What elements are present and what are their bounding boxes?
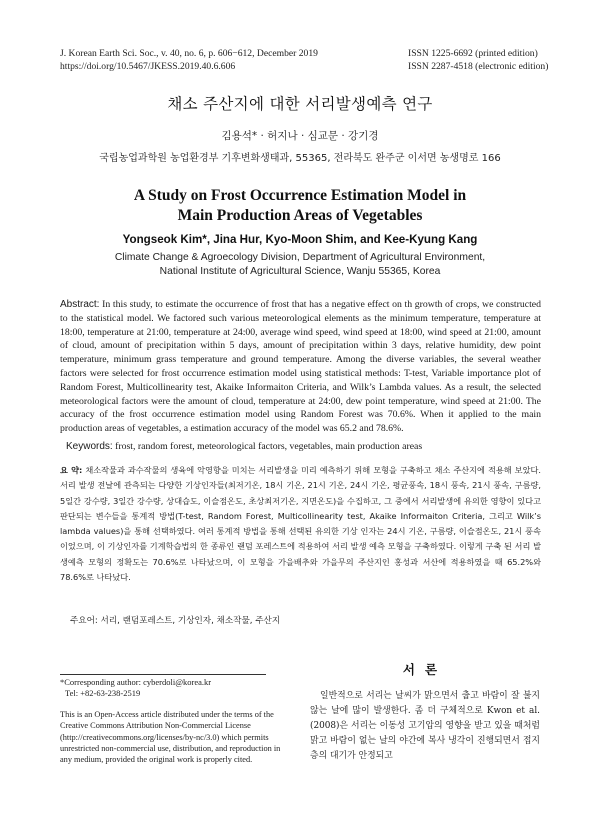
english-affiliation — [0, 251, 600, 278]
keywords-label: Keywords: — [66, 441, 113, 452]
journal-citation — [60, 48, 318, 73]
korean-title: 채소 주산지에 대한 서리발생예측 연구 — [167, 95, 433, 113]
introduction-heading: 서론 — [402, 662, 448, 677]
issn-electronic: ISSN 2287-4518 (electronic edition) — [408, 60, 549, 72]
journal-line: J. Korean Earth Sci. Soc., v. 40, no. 6, p. 606−612, December 2019 — [60, 48, 318, 59]
english-title-line2: Main Production Areas of Vegetables — [177, 206, 423, 224]
corresponding-author: *Corresponding author: cyberdoli@korea.kr — [60, 677, 212, 687]
issn-print: ISSN 1225-6692 (printed edition) — [408, 48, 538, 59]
korean-affiliation: 국립농업과학원 농업환경부 기후변화생태과, 55365, 전라북도 완주군 이서면 농생명로 166 — [99, 153, 501, 164]
korean-abstract — [60, 463, 541, 585]
keywords-text: frost, random forest, meteorological factors, vegetables, main production areas — [115, 441, 423, 452]
english-authors: Yongseok Kim*, Jina Hur, Kyo-Moon Shim, and Kee-Kyung Kang — [122, 233, 478, 246]
abstract — [60, 298, 541, 436]
english-affiliation-line1: Climate Change & Agroecology Division, Department of Agricultural Environment, — [114, 252, 486, 263]
footnote-divider — [60, 674, 266, 675]
english-title — [0, 186, 600, 225]
korean-keywords-text: 서리, 랜덤포레스트, 기상인자, 채소작물, 주산지 — [100, 616, 281, 626]
abstract-label: Abstract: — [60, 299, 100, 310]
keywords — [66, 441, 541, 452]
open-access-notice: This is an Open-Access article distributed under the terms of the Creative Commons Attribution Non-Commercial License (http://creativecommons.org/licenses/by-nc/3.0) which permits unrestricted non-commercial use, distribution, and reproduction in any medium, provided the original work is properly cited. — [60, 710, 281, 765]
korean-abstract-label: 요 약: — [60, 465, 83, 475]
korean-authors: 김용석* · 허지나 · 심교문 · 강기경 — [221, 130, 379, 142]
abstract-text: In this study, to estimate the occurrence of frost that has a negative effect on th growth of crops, we constructed to the statistical model. We factored such various meteorological elements as the minimum temperature, temperature at 18:00, temperature at 21:00, temperature at 24:00, average wind speed, wind speed at 18:00, wind speed at 21:00, amount of cloud, amount of precipitation within 5 days, amount of precipitation within 3 days, relative humidity, dew point temperature, minimum grass temperature and ground temperature. Among the diverse variables, the several weather factors were selected for frost occurrence estimation model using statistical methods: T-test, Variable importance plot of Random Forest, Multicollinearity test, Akaike Informaiton Criteria, and Wilk’s Lambda values. As a result, the selected meteorological factors were the amount of cloud, temperature at 24:00, dew point temperature, wind speed at 21:00. The accuracy of the frost occurrence estimation model using Random Forest was 70.6%. When it applied to the main production areas of vegetables, a estimation accuracy of the model was 65.2 and 78.6%. — [60, 299, 542, 435]
korean-keywords-label: 주요어: — [70, 616, 98, 626]
english-title-line1: A Study on Frost Occurrence Estimation Model in — [133, 187, 467, 204]
korean-keywords — [70, 614, 540, 626]
english-affiliation-line2: National Institute of Agricultural Science, Wanju 55365, Korea — [159, 265, 441, 277]
issn-block — [408, 48, 548, 73]
corresponding-footnote — [60, 677, 290, 700]
doi-link[interactable]: https://doi.org/10.5467/JKESS.2019.40.6.606 — [60, 60, 236, 72]
korean-abstract-text: 채소작물과 과수작물의 생육에 악영향을 미치는 서리발생을 미리 예측하기 위해 모형을 구축하고 채소 주산지에 적용해 보았다. 서리 발생 전날에 관측되는 다양한 기상인자들(최저기온, 18시 기온, 21시 기온, 24시 기온, 평균풍속, 18시 풍속, 21시 풍속, 구름량, 5일간 강수량, 3일간 강수량, 상대습도, 이슬점온도, 초상최저기온, 지면온도)을 수집하고, 그 중에서 서리발생에 유의한 영향이 있다고 판단되는 변수들을 통계적 방법(T-test, Random Forest, Multicollinearity test, Akaike Informaiton Criteria, 그리고 Wilk’s lambda values)을 통해 선택하였다. 여러 통계적 방법을 통해 선택된 유의한 기상 인자는 24시 기온, 구름량, 이슬점온도, 21시 풍속 이었으며, 이 기상인자를 기계학습법의 한 종류인 랜덤 포레스트에 적용하여 서리 발생 예측 모형을 구축하였다. 이렇게 구축 된 서리 발생예측 모형의 정확도는 70.6%로 나타났으며, 이 모형을 가을배추와 가을무의 주산지인 홍성과 서산에 적용하였을 때 65.2%와 78.6%로 나타났다. — [60, 465, 541, 583]
corresponding-tel: Tel: +82-63-238-2519 — [65, 688, 141, 699]
introduction-text: 일반적으로 서리는 날씨가 맑으면서 춥고 바람이 잘 불지 않는 날에 많이 발생한다. 좀 더 구체적으로 Kwon et al. (2008)은 서리는 이동성 고기압의 영향을 받고 있을 때처럼 맑고 바람이 없는 날의 야간에 복사 냉각이 진행되면서 접지층의 대기가 안정되고 — [310, 691, 540, 762]
